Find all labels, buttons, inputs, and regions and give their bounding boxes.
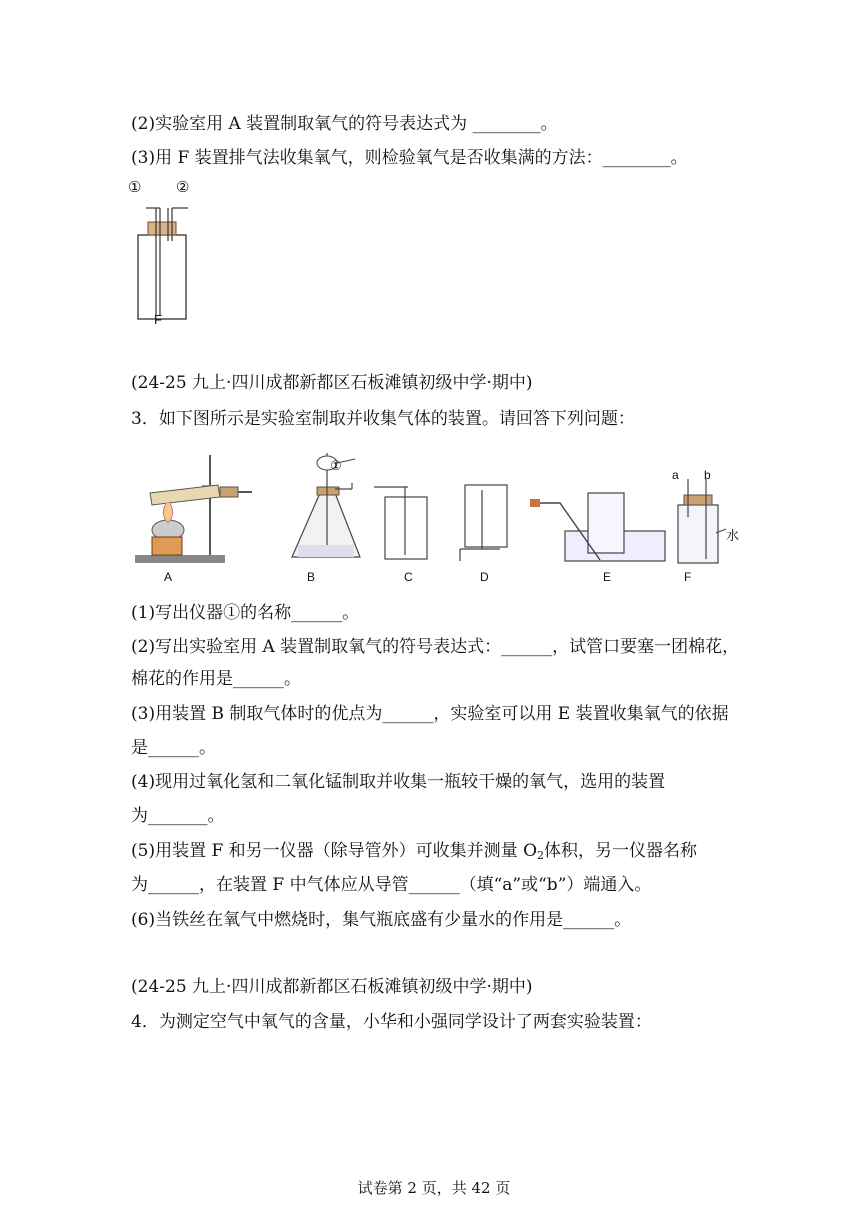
figure-bottle-f (128, 178, 208, 328)
apparatus-figure (130, 445, 750, 590)
q2-part3: (3)用 F 装置排气法收集氧气，则检验氧气是否收集满的方法：________。 (131, 148, 688, 168)
label-c: C (404, 570, 413, 584)
q3-part4-line2: 为_______。 (131, 806, 225, 826)
label-d: D (480, 570, 489, 584)
q3-part2-line2: 棉花的作用是______。 (131, 669, 301, 689)
apparatus-a (135, 455, 252, 563)
q3-part6: (6)当铁丝在氧气中燃烧时，集气瓶底盛有少量水的作用是______。 (131, 910, 632, 930)
marker-1-label: ① (330, 458, 342, 473)
apparatus-c (374, 487, 427, 559)
apparatus-b (292, 453, 360, 557)
q3-stem: 3．如下图所示是实验室制取并收集气体的装置。请回答下列问题： (131, 409, 635, 429)
q3-part1: (1)写出仪器①的名称______。 (131, 603, 360, 623)
q4-source: (24-25 九上·四川成都新都区石板滩镇初级中学·期中) (131, 977, 533, 997)
label-f: F (684, 570, 692, 584)
page-footer: 试卷第 2 页，共 42 页 (357, 1179, 511, 1197)
tube-b-label: b (704, 468, 711, 482)
q3-part5-line1 (131, 840, 697, 867)
q3-part2-line1: (2)写出实验室用 A 装置制取氧气的符号表达式：______，试管口要塞一团棉花， (131, 637, 740, 657)
q4-stem: 4．为测定空气中氧气的含量，小华和小强同学设计了两套实验装置： (131, 1012, 652, 1032)
q3-part3-line1: (3)用装置 B 制取气体时的优点为______，实验室可以用 E 装置收集氧气的依据 (131, 704, 729, 724)
q3-part3-line2: 是______。 (131, 738, 216, 758)
tube-a-label: a (672, 468, 679, 482)
q3-part4-line1: (4)现用过氧化氢和二氧化锰制取并收集一瓶较干燥的氧气，选用的装置 (131, 772, 666, 792)
port-2-label: ② (176, 179, 190, 196)
q2-part2: (2)实验室用 A 装置制取氧气的符号表达式为 ________。 (131, 114, 558, 134)
label-e: E (603, 570, 612, 584)
q3-part5-line2: 为______，在装置 F 中气体应从导管______（填“a”或“b”）端通入。 (131, 875, 652, 895)
o2-subscript: 2 (537, 849, 545, 862)
q3-source: (24-25 九上·四川成都新都区石板滩镇初级中学·期中) (131, 373, 533, 393)
bottle-f-label: F (154, 312, 162, 327)
apparatus-f (678, 479, 726, 563)
label-a: A (164, 570, 173, 584)
q3-part5-text-pre: (5)用装置 F 和另一仪器（除导管外）可收集并测量 O (131, 841, 538, 861)
apparatus-e (530, 493, 665, 561)
label-b: B (307, 570, 316, 584)
water-label: 水 (726, 528, 740, 543)
apparatus-d (460, 485, 507, 561)
port-1-label: ① (128, 179, 142, 196)
q3-part5-text-post: 体积，另一仪器名称 (544, 841, 698, 861)
bottle-f-drawing (128, 196, 208, 326)
